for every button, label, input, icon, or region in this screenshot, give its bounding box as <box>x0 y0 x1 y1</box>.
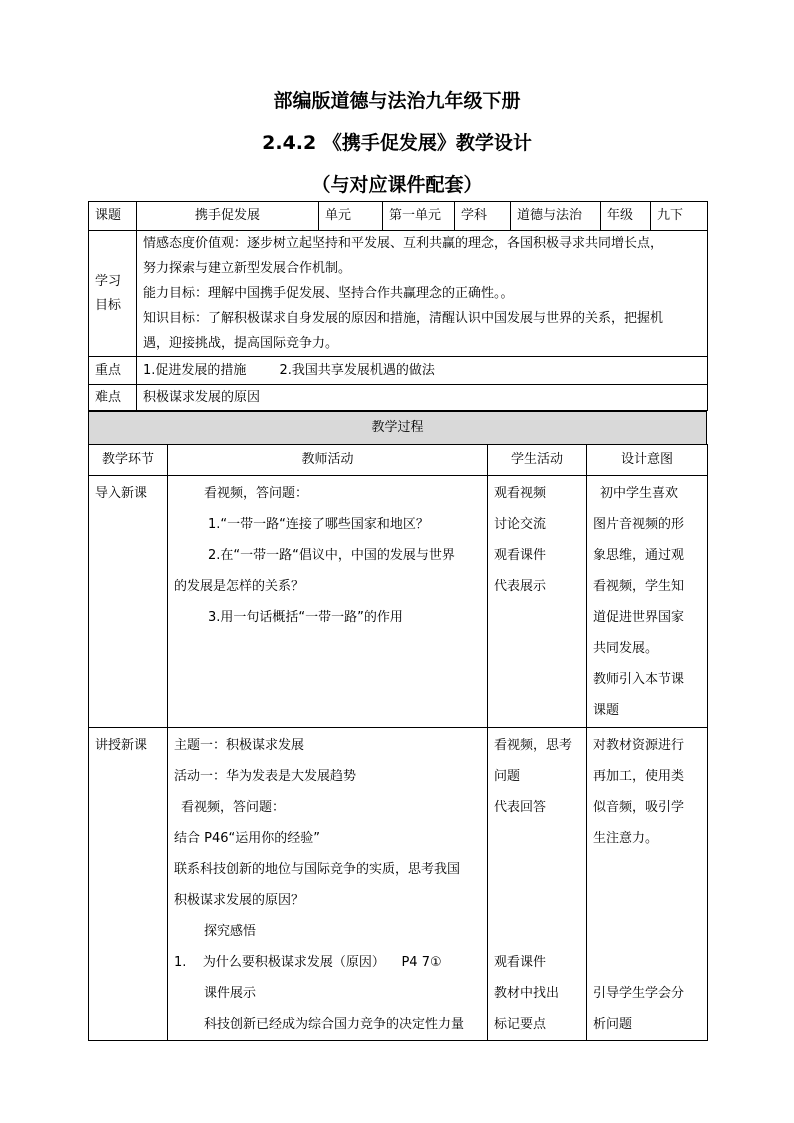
student-line <box>494 916 580 947</box>
teacher-line: 联系科技创新的地位与国际竞争的实质，思考我国 <box>174 862 461 877</box>
intent-line: 对教材资源进行 <box>593 738 685 753</box>
intent-line <box>593 854 701 885</box>
intent-line: 教师引入本节课 <box>593 672 685 687</box>
subject-value: 道德与法治 <box>511 202 601 231</box>
teacher-line: 1.“一带一路“连接了哪些国家和地区？ <box>208 517 429 532</box>
teacher-line: 积极谋求发展的原因？ <box>174 893 305 908</box>
objectives-label-line: 学习 <box>95 273 122 289</box>
objectives-label-line: 目标 <box>95 297 122 313</box>
lesson-subtitle: （与对应课件配套） <box>311 174 483 196</box>
key-points-value: 1.促进发展的措施 2.我国共享发展机遇的做法 <box>137 357 708 385</box>
objectives-content <box>137 231 708 357</box>
teacher-line: 3.用一句话概括“一带一路”的作用 <box>208 610 403 625</box>
teacher-line: 1. 为什么要积极谋求发展（原因） P4 7① <box>174 955 442 970</box>
student-line <box>494 823 580 854</box>
teacher-line: 的发展是怎样的关系？ <box>174 579 305 594</box>
student-line: 看视频，思考 <box>494 738 573 753</box>
student-line: 标记要点 <box>494 1017 547 1032</box>
unit-value: 第一单元 <box>383 202 455 231</box>
intent-line <box>593 885 701 916</box>
objective-line: 遇，迎接挑战，提高国际竞争力。 <box>143 336 339 351</box>
column-header-teacher: 教师活动 <box>168 445 488 476</box>
intent-line: 共同发展。 <box>593 641 659 656</box>
student-activity-cell <box>488 728 587 1041</box>
teacher-line: 活动一：华为发表是大发展趋势 <box>174 769 357 784</box>
teacher-line: 看视频，答问题： <box>181 800 286 815</box>
teacher-line: 结合 P46“运用你的经验” <box>174 831 320 846</box>
teacher-activity-cell <box>168 728 488 1041</box>
intent-line: 象思维，通过观 <box>593 548 685 563</box>
teaching-process-table <box>88 444 708 1041</box>
intent-line: 道促进世界国家 <box>593 610 685 625</box>
course-label: 课题 <box>89 202 137 231</box>
teacher-activity-cell <box>168 476 488 728</box>
design-intent-cell <box>587 476 708 728</box>
student-line <box>494 885 580 916</box>
student-line: 教材中找出 <box>494 986 560 1001</box>
intent-line <box>593 947 701 978</box>
intent-line: 再加工，使用类 <box>593 769 685 784</box>
stage-cell: 导入新课 <box>89 476 168 728</box>
objective-line: 情感态度价值观：逐步树立起坚持和平发展、互利共赢的理念，各国积极寻求共同增长点， <box>143 236 664 251</box>
intent-line: 图片音视频的形 <box>593 517 685 532</box>
student-line: 观看课件 <box>494 548 547 563</box>
student-activity-cell <box>488 476 587 728</box>
key-points-label: 重点 <box>89 357 137 385</box>
intent-line: 看视频，学生知 <box>593 579 685 594</box>
lesson-info-table <box>88 201 708 411</box>
intent-line: 析问题 <box>593 1017 633 1032</box>
teacher-line: 科技创新已经成为综合国力竞争的决定性力量 <box>204 1017 465 1032</box>
intent-line: 生注意力。 <box>593 831 659 846</box>
intent-line: 初中学生喜欢 <box>600 486 679 501</box>
intent-line <box>593 916 701 947</box>
objective-line: 努力探索与建立新型发展合作机制。 <box>143 261 352 276</box>
student-line: 观看课件 <box>494 955 547 970</box>
teacher-line: 2.在“一带一路“倡议中，中国的发展与世界 <box>208 548 455 563</box>
subject-label: 学科 <box>455 202 511 231</box>
objectives-label <box>89 231 137 357</box>
stage-cell: 讲授新课 <box>89 728 168 1041</box>
teacher-line: 主题一：积极谋求发展 <box>174 738 305 753</box>
intent-line: 引导学生学会分 <box>593 986 685 1001</box>
lesson-title: 2.4.2 《携手促发展》教学设计 <box>262 132 532 154</box>
objective-line: 知识目标：了解积极谋求自身发展的原因和措施，清醒认识中国发展与世界的关系，把握机 <box>143 311 664 326</box>
design-intent-cell <box>587 728 708 1041</box>
intent-line: 似音频，吸引学 <box>593 800 685 815</box>
objective-line: 能力目标：理解中国携手促发展、坚持合作共赢理念的正确性。。 <box>143 286 514 301</box>
teaching-process-header: 教学过程 <box>88 411 707 445</box>
column-header-student: 学生活动 <box>488 445 587 476</box>
course-value: 携手促发展 <box>137 202 319 231</box>
unit-label: 单元 <box>319 202 383 231</box>
grade-value: 九下 <box>651 202 708 231</box>
student-line: 观看视频 <box>494 486 547 501</box>
teacher-line: 看视频，答问题： <box>204 486 309 501</box>
column-header-stage: 教学环节 <box>89 445 168 476</box>
student-line: 代表展示 <box>494 579 547 594</box>
column-header-intent: 设计意图 <box>587 445 708 476</box>
student-line: 问题 <box>494 769 521 784</box>
student-line <box>494 854 580 885</box>
difficult-points-value: 积极谋求发展的原因 <box>137 385 708 411</box>
grade-label: 年级 <box>601 202 651 231</box>
student-line: 代表回答 <box>494 800 547 815</box>
intent-line: 课题 <box>593 703 620 718</box>
teacher-line: 探究感悟 <box>204 924 257 939</box>
document-title: 部编版道德与法治九年级下册 <box>273 90 521 112</box>
difficult-points-label: 难点 <box>89 385 137 411</box>
teacher-line: 课件展示 <box>204 986 257 1001</box>
student-line: 讨论交流 <box>494 517 547 532</box>
